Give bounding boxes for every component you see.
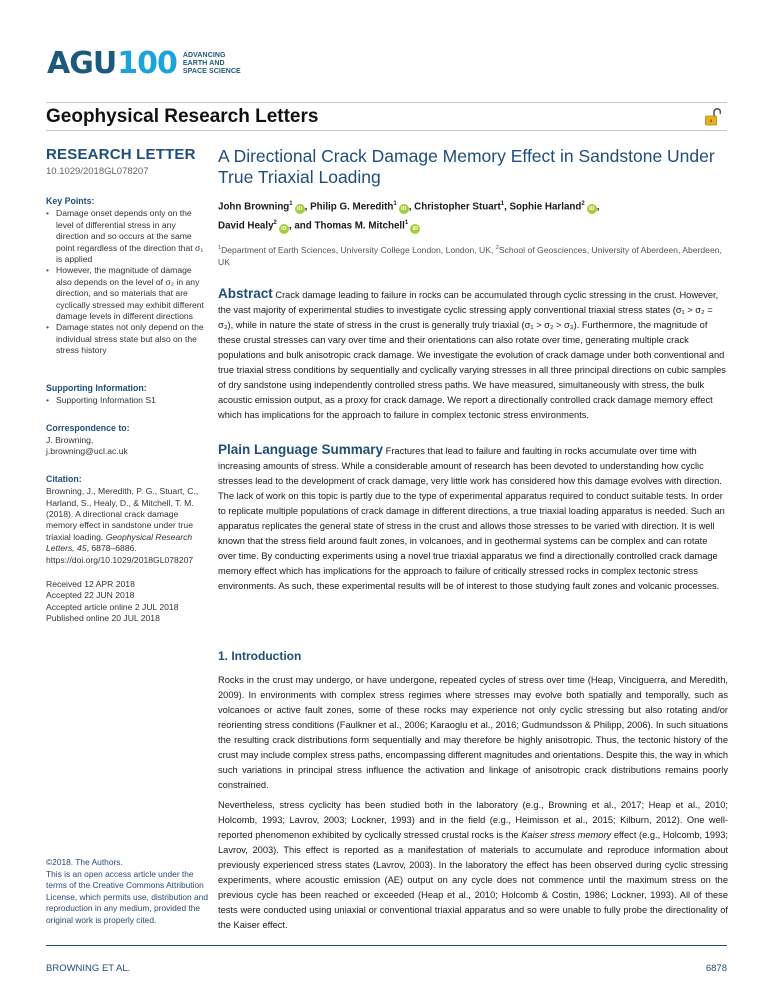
affiliation-marker: 1 xyxy=(289,201,293,207)
author-separator: , xyxy=(596,201,600,213)
date-published: Published online 20 JUL 2018 xyxy=(46,613,160,624)
affiliations xyxy=(218,242,728,270)
affiliation-marker: 2 xyxy=(581,201,585,207)
intro-paragraph xyxy=(218,798,728,933)
author-name: Sophie Harland xyxy=(509,201,582,213)
key-point-item: • However, the magnitude of damage also depends on the level of σ₂ in any direction, and so materials that are cyclically stressed may exhibit different damage levels in different directions xyxy=(46,265,206,322)
journal-title: Geophysical Research Letters xyxy=(46,106,319,127)
intro-italic-term: Kaiser stress memory xyxy=(521,830,612,840)
author-separator: , xyxy=(408,201,415,213)
license-notice xyxy=(46,857,210,926)
citation-body: Browning, J., Meredith, P. G., Stuart, C., Harland, S., Healy, D., & Mitchell, T. M. (2018). A directional crack damage memory effect in sandstone under true triaxial loading. xyxy=(46,486,199,542)
affiliation-number: 2 xyxy=(495,244,499,251)
supporting-info-heading: Supporting Information: xyxy=(46,382,147,393)
intro-text: effect (e.g., Holcomb, 1993; Lavrov, 2003). This effect is reported as a manifestation of materials to accumulate and reproduce information about previously experienced stress states (Lavrov, 2003). In the laboratory the effect has been observed during cyclic stressing experiments, where acoustic emission (AE) output on any cycle does not commence until the maximum stress on the previous cycle has been reached or exceeded (Heap et al., 2010; Holcomb & Costin, 1986; Lockner, 1993). All of these tests were conducted using uniaxial or conventional triaxial apparatus and so were unable to fully probe the directionality of the Kaiser effect. xyxy=(218,830,729,930)
author-name: Philip G. Meredith xyxy=(310,201,394,213)
orcid-icon[interactable]: iD xyxy=(399,204,409,214)
running-head: BROWNING ET AL. xyxy=(46,963,131,974)
author-separator: , xyxy=(504,201,510,213)
author-separator: , and xyxy=(288,220,315,232)
affiliation-marker: 1 xyxy=(404,220,409,227)
correspondence-heading: Correspondence to: xyxy=(46,422,130,433)
affiliation-text: Department of Earth Sciences, University College London, London, UK, xyxy=(221,244,496,255)
author-name: Christopher Stuart xyxy=(414,201,501,213)
correspondence-name: J. Browning, xyxy=(46,434,94,445)
article-title: A Directional Crack Damage Memory Effect in Sandstone Under True Triaxial Loading xyxy=(218,146,715,187)
introduction-body xyxy=(218,673,728,933)
logo-agu-text: AGU xyxy=(47,46,117,81)
article-doi[interactable]: 10.1029/2018GL078207 xyxy=(46,166,149,177)
affiliation-marker: 2 xyxy=(273,220,277,227)
citation-journal: Geophysical Research Letters, 45 xyxy=(46,531,193,554)
license-text: This is an open access article under the terms of the Creative Commons Attribution License, which permits use, distribution and reproduction in any medium, provided the original work is properly cited. xyxy=(46,868,208,925)
publication-dates xyxy=(46,579,206,625)
affiliation-text: School of Geosciences, University of Aberdeen, Aberdeen, UK xyxy=(218,244,722,268)
orcid-icon[interactable]: iD xyxy=(587,204,597,214)
date-accepted: Accepted 22 JUN 2018 xyxy=(46,590,135,601)
introduction-heading: 1. Introduction xyxy=(218,649,302,663)
copyright-line: ©2018. The Authors. xyxy=(46,857,123,867)
abstract-section xyxy=(218,286,728,423)
open-lock-icon xyxy=(705,107,721,127)
key-points-heading: Key Points: xyxy=(46,196,95,206)
date-received: Received 12 APR 2018 xyxy=(46,578,135,589)
supporting-info-list xyxy=(46,395,206,406)
supporting-info-item[interactable]: • Supporting Information S1 xyxy=(46,395,206,406)
pls-text: Fractures that lead to failure and faulting in rocks accumulate over time with increasing amounts of stress. While a considerable amount of research has been devoted to understanding how cyclic stresses lead to the development of crack damage, very little work has considered how this damage evolves with direction. The lack of work on this topic is partly due to the type of experimental apparatus required to conduct suitable tests. In order to replicate multiple populations of crack damage in different directions, a true triaxial loading apparatus is needed. Such an apparatus replicates the general state of stress in the crust and allows those stresses to be varied with direction. It is well known that the stress field around fault zones, in volcanoes, and in geothermal systems can be complex and can rotate over time. By conducting experiments using a novel true triaxial apparatus we find a directionally controlled crack damage memory effect which has implications for the approach to failure of critically stressed rocks in complex tectonic stress environments. As such, these experimental results will be of interest to those studying fault zones and volcanic processes. xyxy=(218,446,725,591)
citation-text xyxy=(46,486,206,566)
journal-header xyxy=(46,102,727,131)
author-name: John Browning xyxy=(218,201,290,213)
citation-doi-link[interactable]: , 6878–6886. https://doi.org/10.1029/2018GL078207 xyxy=(46,543,194,565)
footer-divider xyxy=(46,945,727,946)
plain-language-summary-section xyxy=(218,442,728,594)
intro-text: Nevertheless, stress cyclicity has been studied both in the laboratory (e.g., Browning et al., 2017; Heap et al., 2010; Holcomb, 1993; Lavrov, 2003; Lockner, 1993) and in the field (e.g., Heimisson et al., 2015; Kilburn, 2012). One well-reported phenomenon exhibited by cyclically stressed crustal rocks is the xyxy=(218,800,728,840)
orcid-icon[interactable]: iD xyxy=(295,204,305,214)
orcid-icon[interactable]: iD xyxy=(410,224,420,234)
date-accepted-online: Accepted article online 2 JUL 2018 xyxy=(46,601,179,612)
key-point-item: • Damage states not only depend on the individual stress state but also on the stress history xyxy=(46,322,206,356)
logo-tagline-line: ADVANCING xyxy=(182,52,226,59)
article-sidebar xyxy=(46,146,206,625)
key-points-list xyxy=(46,208,206,356)
article-main xyxy=(218,146,729,930)
agu100-logo xyxy=(47,48,241,80)
correspondence-email[interactable]: j.browning@ucl.ac.uk xyxy=(46,446,128,457)
key-point-item: • Damage onset depends only on the level of differential stress in any direction and so occurs at the same point regardless of the direction that σ₁ is applied xyxy=(46,208,206,265)
author-separator: , xyxy=(304,201,311,213)
author-list xyxy=(218,196,728,235)
citation-heading: Citation: xyxy=(46,473,82,484)
author-name: Thomas M. Mitchell xyxy=(314,220,405,232)
abstract-heading: Abstract xyxy=(218,286,273,301)
pls-heading: Plain Language Summary xyxy=(218,442,384,457)
page-number: 6878 xyxy=(705,963,727,974)
logo-tagline-line: EARTH AND xyxy=(182,60,225,67)
affiliation-marker: 1 xyxy=(500,201,505,207)
logo-tagline xyxy=(183,52,241,76)
orcid-icon[interactable]: iD xyxy=(279,224,289,234)
logo-tagline-line: SPACE SCIENCE xyxy=(182,68,241,75)
author-name: David Healy xyxy=(218,220,274,232)
affiliation-marker: 1 xyxy=(393,201,397,207)
affiliation-number: 1 xyxy=(218,244,222,251)
article-type: RESEARCH LETTER xyxy=(46,146,196,163)
intro-paragraph: Rocks in the crust may undergo, or have undergone, repeated cycles of stress over time (Heap, Vinciguerra, and Meredith, 2009). In environments with complex stress regimes where stresses may evolve both spatially and temporally, such as volcanoes or active fault zones, some of these rocks may experience not only cyclic stressing but also rotating and/or reorienting stress conditions (Faulkner et al., 2006; Karaoglu et al., 2016; Gudmundsson & Philipp, 2006). In such situations the resulting crack distributions form sequentially and may therefore be highly anisotropic. Thus, the tectonic history of the crust may include complex stress paths, encompassing different magnitudes and orientations. Despite this, the way in which such variations in principal stress influence the activation and linkage of anisotropic crack distributions remains poorly constrained. xyxy=(218,675,728,790)
abstract-text: Crack damage leading to failure in rocks can be accumulated through cyclic stressing in the crust. However, the vast majority of experimental studies to investigate cyclic stressing apply conventional triaxial stress states (σ₁ > σ₂ = σ₃), while in nature the state of stress in the crust is generally truly triaxial (σ₁ > σ₂ > σ₃). Furthermore, the magnitude of these crustal stresses can vary over time and their orientations can also rotate over time, generating multiple crack populations and bulk anisotropic crack damage. We investigate the evolution of crack damage under both conventional and true triaxial stress conditions by sequentially and cyclically varying stresses in all three principal directions on cubic samples of dry sandstone using independently controlled stress paths. We have measured, simultaneously with stress, the bulk acoustic emission output, as a proxy for crack damage. We report a directionally controlled crack damage memory effect which has implications for the approach to failure in complex tectonic stress environments. xyxy=(218,290,726,420)
logo-100-text: 100 xyxy=(117,46,177,81)
